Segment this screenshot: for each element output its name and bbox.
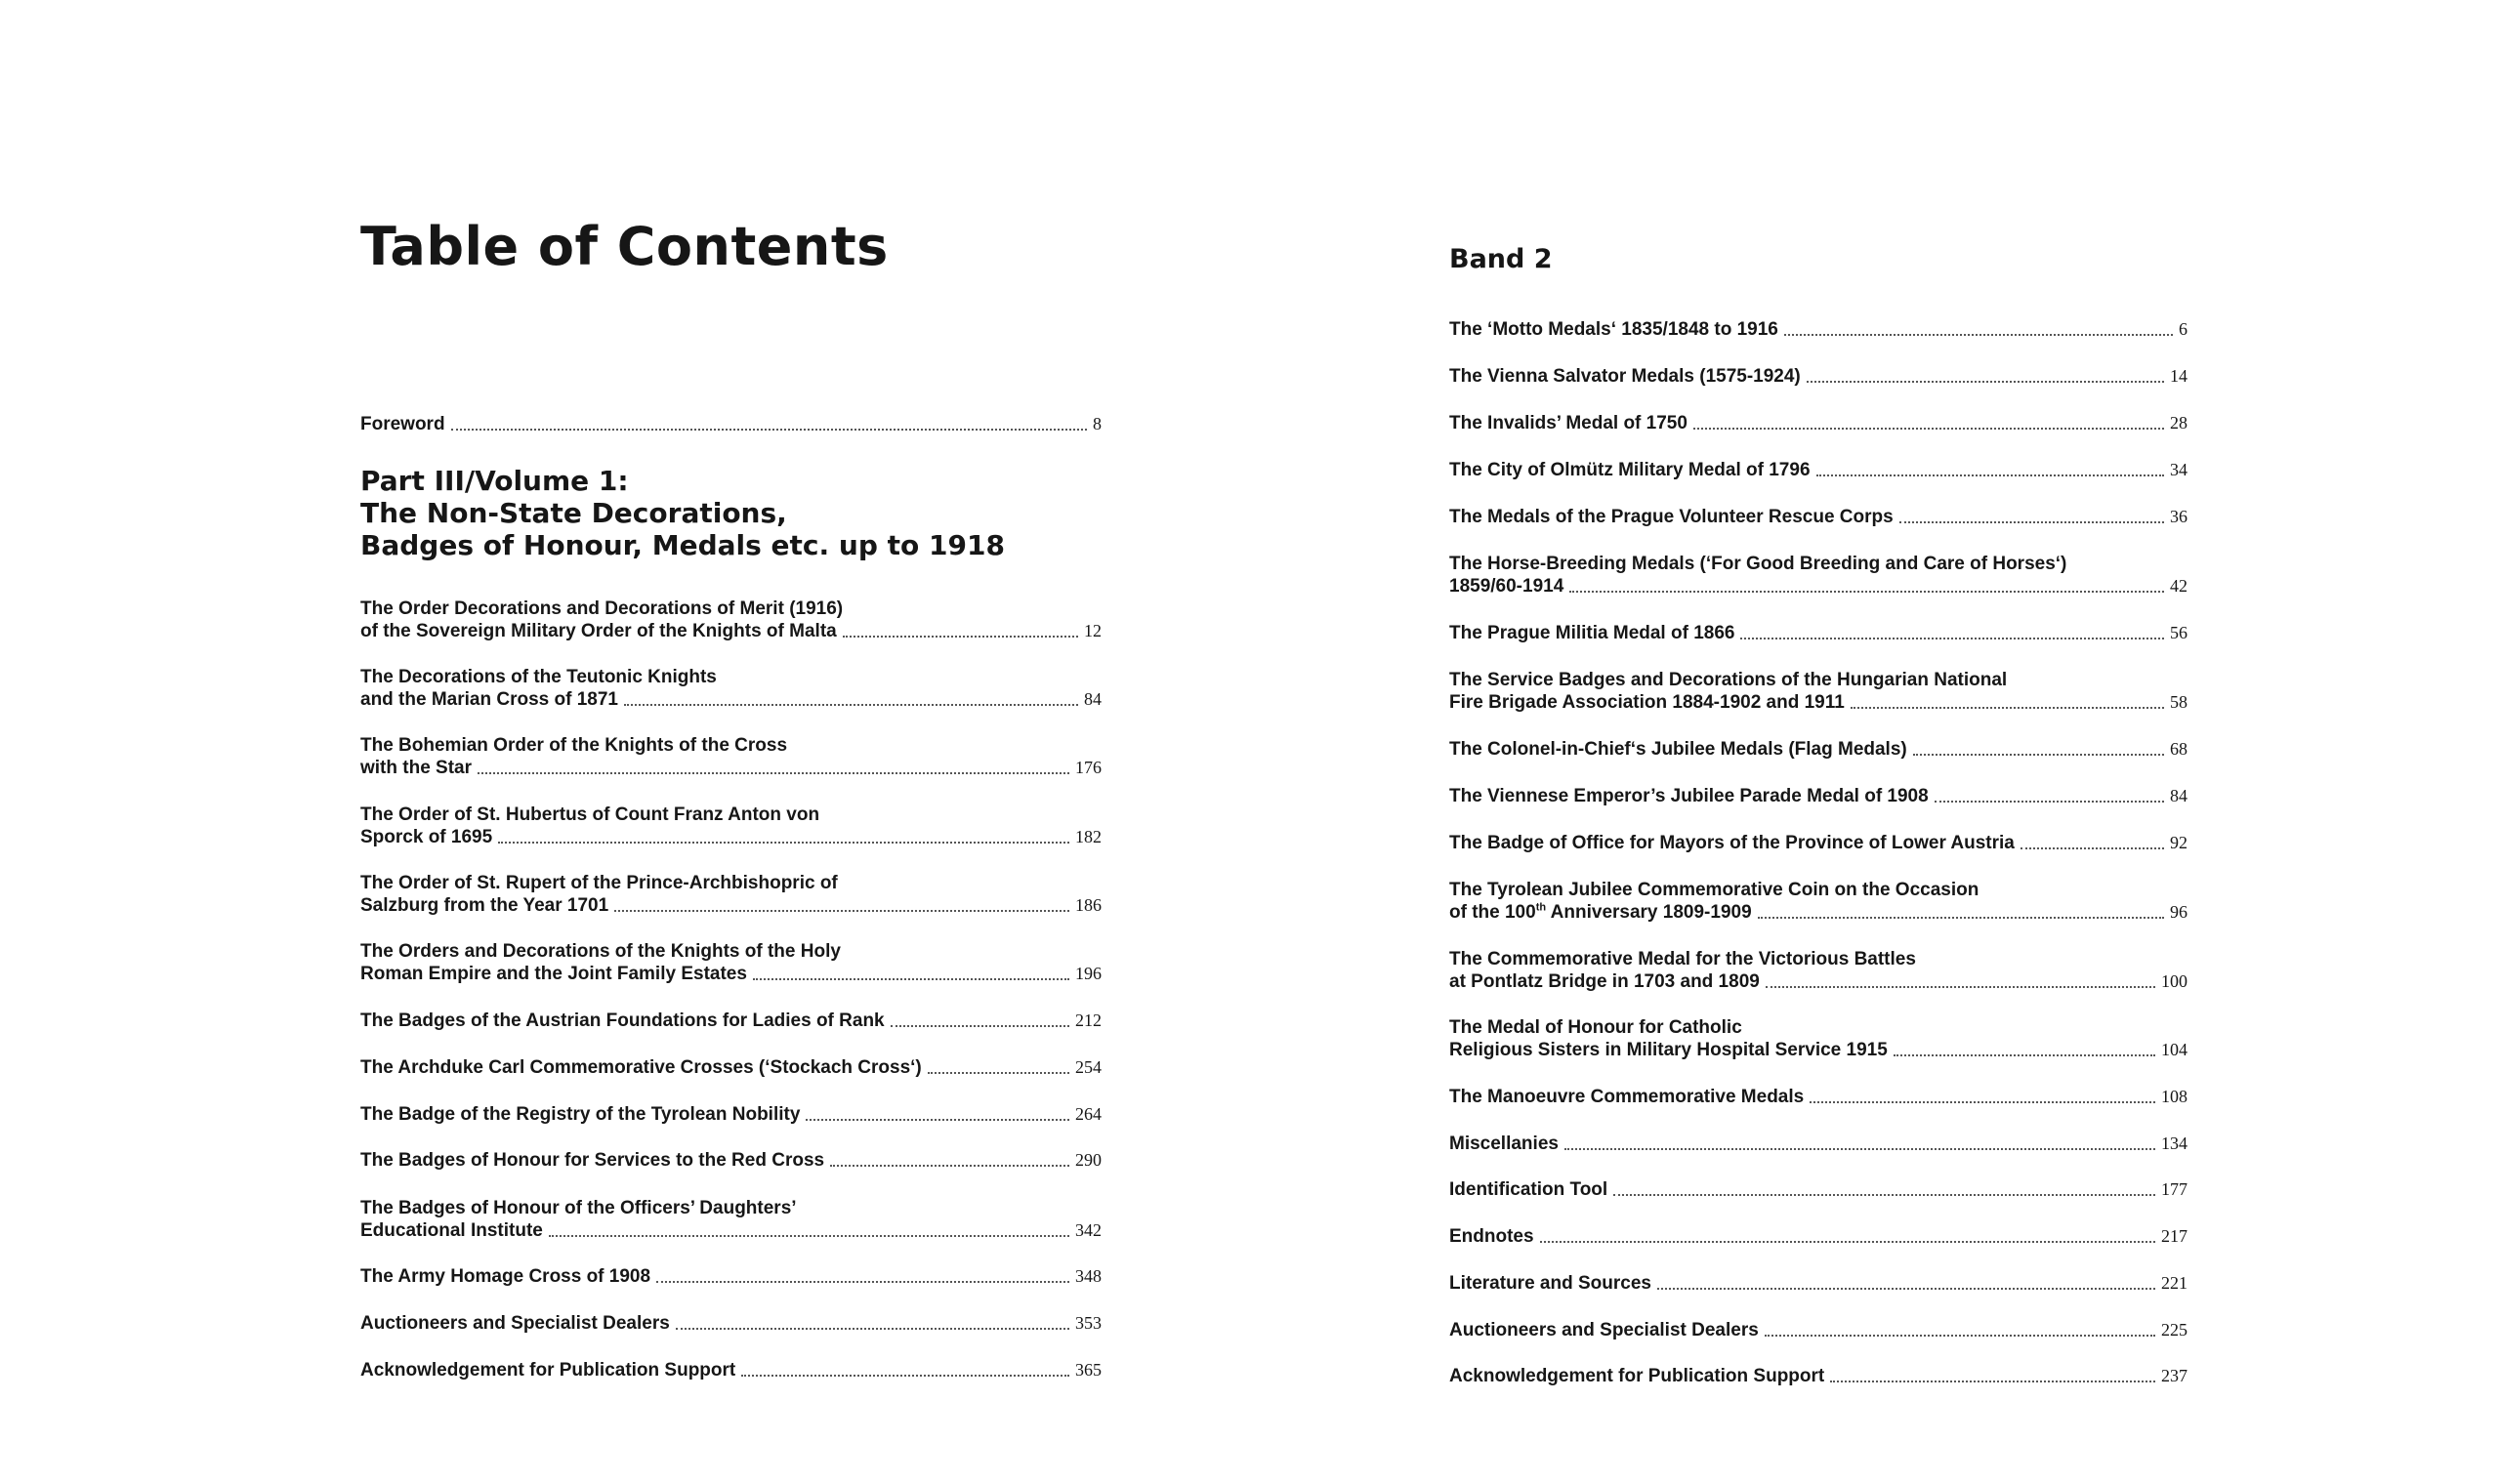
toc-entry-title-line: The Medal of Honour for Catholic bbox=[1449, 1017, 1742, 1038]
dot-leader bbox=[1657, 1288, 2155, 1290]
toc-page-number: 100 bbox=[2161, 971, 2188, 991]
toc-entry-title: Miscellanies bbox=[1449, 1134, 1559, 1154]
toc-entry-title-part: Anniversary 1809-1909 bbox=[1546, 902, 1752, 923]
toc-entry-title-line: The Service Badges and Decorations of the Hungarian National bbox=[1449, 670, 2008, 690]
toc-page-number: 353 bbox=[1075, 1313, 1102, 1333]
toc-entry bbox=[360, 1103, 1102, 1126]
toc-entry bbox=[1449, 1178, 2188, 1201]
toc-page-number: 36 bbox=[2170, 507, 2188, 526]
toc-page-number: 186 bbox=[1075, 895, 1102, 915]
toc-entry-title-line: The Bohemian Order of the Knights of the Cross bbox=[360, 735, 788, 756]
dot-leader bbox=[1830, 1381, 2155, 1382]
toc-entry-title: Fire Brigade Association 1884-1902 and 1911 bbox=[1449, 692, 1845, 713]
toc-entry-title: The Manoeuvre Commemorative Medals bbox=[1449, 1087, 1805, 1107]
dot-leader bbox=[549, 1235, 1069, 1237]
toc-entry bbox=[1449, 1365, 2188, 1387]
toc-page-number: 14 bbox=[2170, 366, 2188, 386]
toc-page-number: 104 bbox=[2161, 1040, 2188, 1059]
toc-entry bbox=[1449, 1133, 2188, 1155]
toc-page-number: 182 bbox=[1075, 827, 1102, 846]
toc-entry bbox=[1449, 785, 2188, 807]
toc-entry bbox=[360, 1149, 1102, 1172]
toc-page-number: 217 bbox=[2161, 1226, 2188, 1246]
toc-entry-title: The Colonel-in-Chief‘s Jubilee Medals (Flag Medals) bbox=[1449, 739, 1907, 760]
toc-entry-title: The Army Homage Cross of 1908 bbox=[360, 1266, 651, 1287]
toc-entry bbox=[1449, 622, 2188, 644]
dot-leader bbox=[928, 1072, 1069, 1074]
dot-leader bbox=[1894, 1054, 2155, 1056]
toc-entry bbox=[1449, 506, 2188, 528]
dot-leader bbox=[891, 1025, 1069, 1027]
dot-leader bbox=[451, 429, 1087, 431]
toc-entry-title: Acknowledgement for Publication Support bbox=[360, 1360, 736, 1381]
toc-page-number: 42 bbox=[2170, 576, 2188, 596]
dot-leader bbox=[1564, 1148, 2155, 1150]
toc-page-number: 68 bbox=[2170, 739, 2188, 759]
toc-entry bbox=[1449, 365, 2188, 388]
toc-entry-title: The Prague Militia Medal of 1866 bbox=[1449, 623, 1735, 643]
toc-entry-title: Auctioneers and Specialist Dealers bbox=[360, 1313, 670, 1334]
dot-leader bbox=[1816, 474, 2164, 476]
toc-entry bbox=[1449, 879, 2188, 924]
page-title: Table of Contents bbox=[360, 216, 889, 277]
toc-entry bbox=[360, 734, 1102, 779]
dot-leader bbox=[843, 636, 1078, 638]
toc-entry-title bbox=[1449, 901, 1752, 924]
toc-right-column bbox=[1449, 0, 2188, 1484]
toc-page-number: 84 bbox=[1084, 689, 1102, 709]
dot-leader bbox=[1569, 591, 2164, 593]
toc-entry bbox=[1449, 948, 2188, 993]
toc-entry bbox=[1449, 669, 2188, 714]
toc-entry-title: Religious Sisters in Military Hospital Service 1915 bbox=[1449, 1040, 1888, 1060]
toc-entry-title: Auctioneers and Specialist Dealers bbox=[1449, 1320, 1759, 1340]
toc-page-number: 290 bbox=[1075, 1150, 1102, 1170]
toc-page-number: 264 bbox=[1075, 1104, 1102, 1124]
toc-page-number: 254 bbox=[1075, 1057, 1102, 1077]
toc-entry-title: The Viennese Emperor’s Jubilee Parade Medal of 1908 bbox=[1449, 786, 1929, 806]
toc-entry bbox=[360, 1265, 1102, 1288]
toc-page-number: 6 bbox=[2179, 319, 2188, 339]
dot-leader bbox=[614, 910, 1069, 912]
dot-leader bbox=[656, 1281, 1069, 1283]
toc-page-number: 221 bbox=[2161, 1273, 2188, 1293]
dot-leader bbox=[676, 1328, 1069, 1330]
toc-entry-title: The Badges of Honour for Services to the Red Cross bbox=[360, 1150, 825, 1171]
toc-entry bbox=[360, 1359, 1102, 1381]
toc-entry-title-line: The Tyrolean Jubilee Commemorative Coin on the Occasion bbox=[1449, 880, 1979, 900]
toc-entry bbox=[360, 804, 1102, 848]
dot-leader bbox=[1613, 1194, 2155, 1196]
toc-entry bbox=[1449, 1272, 2188, 1295]
dot-leader bbox=[1935, 801, 2164, 803]
dot-leader bbox=[1540, 1241, 2155, 1243]
dot-leader bbox=[830, 1165, 1069, 1167]
dot-leader bbox=[806, 1119, 1069, 1121]
toc-page-number: 34 bbox=[2170, 460, 2188, 479]
toc-page-number: 134 bbox=[2161, 1134, 2188, 1153]
dot-leader bbox=[741, 1375, 1069, 1377]
toc-entry-title-line: The Badges of Honour of the Officers’ Daughters’ bbox=[360, 1198, 797, 1218]
ordinal-suffix: th bbox=[1535, 901, 1547, 914]
toc-page-number: 56 bbox=[2170, 623, 2188, 642]
toc-page-number: 348 bbox=[1075, 1266, 1102, 1286]
toc-entry bbox=[360, 1312, 1102, 1335]
toc-entry bbox=[360, 1197, 1102, 1242]
toc-page-number: 84 bbox=[2170, 786, 2188, 805]
toc-entry-title: The Medals of the Prague Volunteer Rescue Corps bbox=[1449, 507, 1894, 527]
toc-entry-title-line: The Decorations of the Teutonic Knights bbox=[360, 667, 717, 687]
toc-page-number: 12 bbox=[1084, 621, 1102, 640]
toc-entry bbox=[1449, 738, 2188, 761]
toc-entry-title-line: The Orders and Decorations of the Knights of the Holy bbox=[360, 941, 841, 962]
toc-page-number: 177 bbox=[2161, 1179, 2188, 1199]
dot-leader bbox=[1899, 521, 2164, 523]
band-title: Band 2 bbox=[1449, 244, 1553, 274]
toc-left-column bbox=[360, 0, 1102, 1484]
dot-leader bbox=[498, 842, 1069, 844]
toc-page-number: 176 bbox=[1075, 758, 1102, 777]
part-heading-line: Badges of Honour, Medals etc. up to 1918 bbox=[360, 529, 1005, 561]
toc-entry bbox=[1449, 318, 2188, 341]
dot-leader bbox=[1758, 917, 2164, 919]
dot-leader bbox=[1851, 707, 2164, 709]
part-heading-line: Part III/Volume 1: bbox=[360, 465, 629, 497]
toc-entry-title: Identification Tool bbox=[1449, 1179, 1608, 1200]
dot-leader bbox=[624, 704, 1078, 706]
toc-page-number: 108 bbox=[2161, 1087, 2188, 1106]
toc-entry-title: The Invalids’ Medal of 1750 bbox=[1449, 413, 1688, 433]
toc-entry bbox=[360, 940, 1102, 985]
dot-leader bbox=[1810, 1101, 2155, 1103]
dot-leader bbox=[753, 978, 1069, 980]
toc-entry-title: Acknowledgement for Publication Support bbox=[1449, 1366, 1825, 1386]
part-heading-line: The Non-State Decorations, bbox=[360, 497, 787, 529]
toc-entry-title: Endnotes bbox=[1449, 1226, 1534, 1247]
dot-leader bbox=[1740, 638, 2164, 639]
toc-entry-title: The Vienna Salvator Medals (1575-1924) bbox=[1449, 366, 1801, 387]
toc-entry-title: Sporck of 1695 bbox=[360, 827, 493, 847]
toc-entry-title: Literature and Sources bbox=[1449, 1273, 1651, 1294]
toc-entry-title-line: The Order Decorations and Decorations of Merit (1916) bbox=[360, 598, 844, 619]
toc-entry bbox=[1449, 553, 2188, 598]
toc-page-number: 365 bbox=[1075, 1360, 1102, 1380]
toc-entry bbox=[360, 666, 1102, 711]
toc-entry-title: 1859/60-1914 bbox=[1449, 576, 1564, 597]
toc-entry bbox=[1449, 412, 2188, 434]
dot-leader bbox=[1693, 428, 2164, 430]
toc-entry-title: and the Marian Cross of 1871 bbox=[360, 689, 618, 710]
toc-entry-title: Educational Institute bbox=[360, 1220, 543, 1241]
toc-page-number: 58 bbox=[2170, 692, 2188, 712]
dot-leader bbox=[478, 772, 1069, 774]
toc-entry bbox=[1449, 459, 2188, 481]
toc-entry bbox=[1449, 832, 2188, 854]
dot-leader bbox=[1784, 334, 2173, 336]
toc-entry-title: The Badge of the Registry of the Tyrolean Nobility bbox=[360, 1104, 801, 1125]
toc-entry-title: The Badges of the Austrian Foundations for Ladies of Rank bbox=[360, 1010, 885, 1031]
dot-leader bbox=[1766, 986, 2155, 988]
toc-entry-title: The City of Olmütz Military Medal of 1796 bbox=[1449, 460, 1811, 480]
dot-leader bbox=[2021, 847, 2164, 849]
toc-entry-title: The ‘Motto Medals‘ 1835/1848 to 1916 bbox=[1449, 319, 1778, 340]
toc-entry-title: The Badge of Office for Mayors of the Province of Lower Austria bbox=[1449, 833, 2015, 853]
toc-page-number: 212 bbox=[1075, 1010, 1102, 1030]
dot-leader bbox=[1807, 381, 2164, 383]
toc-page-number: 196 bbox=[1075, 964, 1102, 983]
part-heading bbox=[360, 465, 1005, 561]
toc-entry bbox=[1449, 1086, 2188, 1108]
toc-entry-title-line: The Order of St. Rupert of the Prince-Archbishopric of bbox=[360, 873, 838, 893]
toc-entry bbox=[360, 598, 1102, 642]
dot-leader bbox=[1913, 754, 2164, 756]
toc-page-number: 92 bbox=[2170, 833, 2188, 852]
dot-leader bbox=[1765, 1335, 2155, 1337]
toc-entry-title-part: of the 100 bbox=[1449, 902, 1536, 923]
toc-entry-title: Roman Empire and the Joint Family Estates bbox=[360, 964, 747, 984]
toc-entry-title: at Pontlatz Bridge in 1703 and 1809 bbox=[1449, 971, 1760, 992]
toc-entry-title-line: The Commemorative Medal for the Victorious Battles bbox=[1449, 949, 1916, 969]
toc-entry-title: Foreword bbox=[360, 414, 445, 434]
toc-entry bbox=[1449, 1225, 2188, 1248]
toc-page-number: 237 bbox=[2161, 1366, 2188, 1385]
toc-entry-title-line: The Order of St. Hubertus of Count Franz Anton von bbox=[360, 804, 820, 825]
toc-entry-title: of the Sovereign Military Order of the Knights of Malta bbox=[360, 621, 837, 641]
toc-page-number: 225 bbox=[2161, 1320, 2188, 1340]
toc-entry-foreword bbox=[360, 413, 1102, 435]
toc-entry bbox=[360, 1010, 1102, 1032]
toc-entry bbox=[360, 1056, 1102, 1079]
toc-page-number: 342 bbox=[1075, 1220, 1102, 1240]
toc-entry-title: Salzburg from the Year 1701 bbox=[360, 895, 609, 916]
toc-entry bbox=[360, 872, 1102, 917]
toc-page-number: 96 bbox=[2170, 902, 2188, 922]
toc-entry-title: with the Star bbox=[360, 758, 473, 778]
toc-entry bbox=[1449, 1319, 2188, 1341]
toc-page-number: 8 bbox=[1093, 414, 1102, 433]
toc-entry-title-line: The Horse-Breeding Medals (‘For Good Breeding and Care of Horses‘) bbox=[1449, 554, 2067, 574]
toc-entry-title: The Archduke Carl Commemorative Crosses (‘Stockach Cross‘) bbox=[360, 1057, 922, 1078]
toc-page-number: 28 bbox=[2170, 413, 2188, 433]
toc-entry bbox=[1449, 1016, 2188, 1061]
